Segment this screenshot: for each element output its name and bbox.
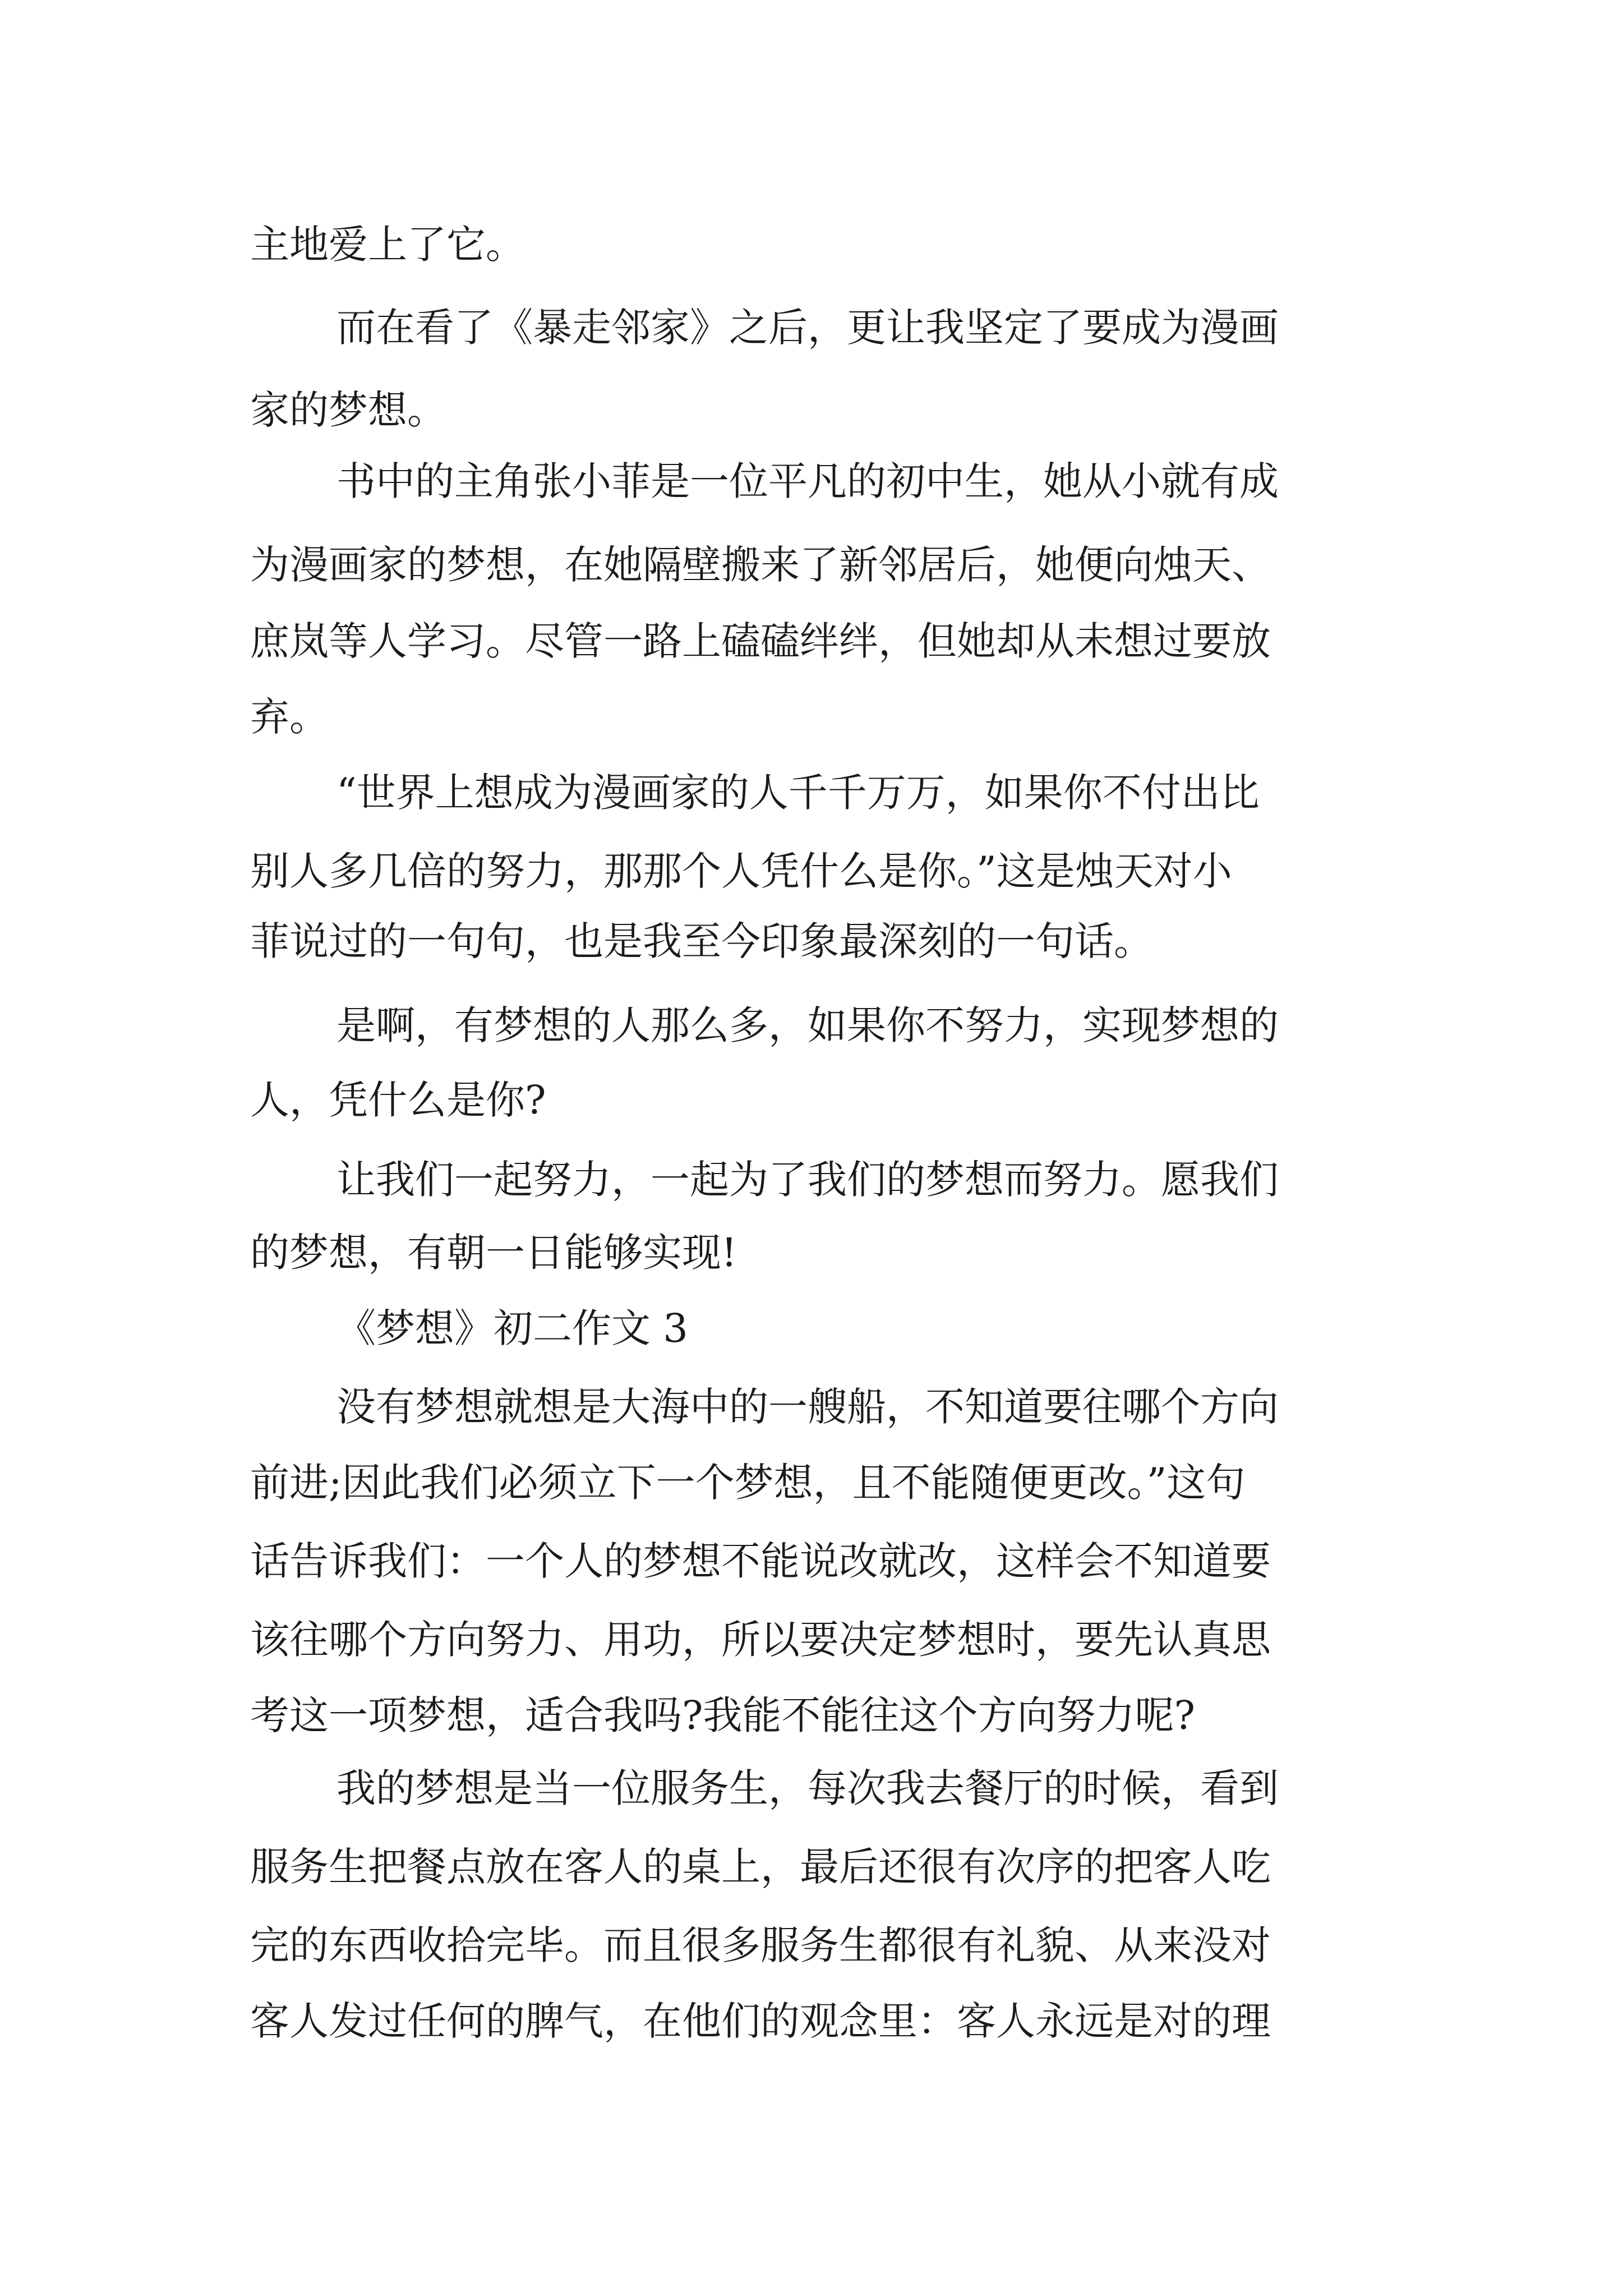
text-line: 而在看了《暴走邻家》之后，更让我坚定了要成为漫画 xyxy=(336,305,1279,351)
text-line: 前进;因此我们必须立下一个梦想，且不能随便更改。”这句 xyxy=(250,1460,1246,1506)
text-line: “世界上想成为漫画家的人千千万万，如果你不付出比 xyxy=(336,770,1260,816)
text-line: 弃。 xyxy=(250,694,329,740)
text-line: 考这一项梦想，适合我吗?我能不能往这个方向努力呢? xyxy=(250,1692,1196,1738)
text-line: 家的梦想。 xyxy=(250,387,446,433)
text-line: 菲说过的一句句，也是我至今印象最深刻的一句话。 xyxy=(250,918,1153,964)
text-line: 没有梦想就想是大海中的一艘船，不知道要往哪个方向 xyxy=(336,1384,1279,1430)
text-line: 让我们一起努力，一起为了我们的梦想而努力。愿我们 xyxy=(336,1157,1279,1203)
text-line: 话告诉我们：一个人的梦想不能说改就改，这样会不知道要 xyxy=(250,1538,1271,1584)
text-line: 庶岚等人学习。尽管一路上磕磕绊绊，但她却从未想过要放 xyxy=(250,618,1271,664)
section-heading: 《梦想》初二作文 3 xyxy=(336,1305,688,1351)
text-line: 我的梦想是当一位服务生，每次我去餐厅的时候，看到 xyxy=(336,1765,1279,1811)
text-line: 客人发过任何的脾气，在他们的观念里：客人永远是对的理 xyxy=(250,1998,1271,2044)
text-line: 主地爱上了它。 xyxy=(250,222,525,268)
text-line: 别人多几倍的努力，那那个人凭什么是你。”这是烛天对小 xyxy=(250,848,1232,894)
text-line: 书中的主角张小菲是一位平凡的初中生，她从小就有成 xyxy=(336,458,1279,504)
text-line: 人，凭什么是你? xyxy=(250,1077,546,1123)
text-line: 为漫画家的梦想，在她隔壁搬来了新邻居后，她便向烛天、 xyxy=(250,542,1271,588)
text-line: 的梦想，有朝一日能够实现! xyxy=(250,1230,737,1276)
text-line: 该往哪个方向努力、用功，所以要决定梦想时，要先认真思 xyxy=(250,1617,1271,1663)
text-line: 服务生把餐点放在客人的桌上，最后还很有次序的把客人吃 xyxy=(250,1844,1271,1890)
text-line: 是啊，有梦想的人那么多，如果你不努力，实现梦想的 xyxy=(336,1002,1279,1048)
text-line: 完的东西收拾完毕。而且很多服务生都很有礼貌、从来没对 xyxy=(250,1922,1271,1968)
